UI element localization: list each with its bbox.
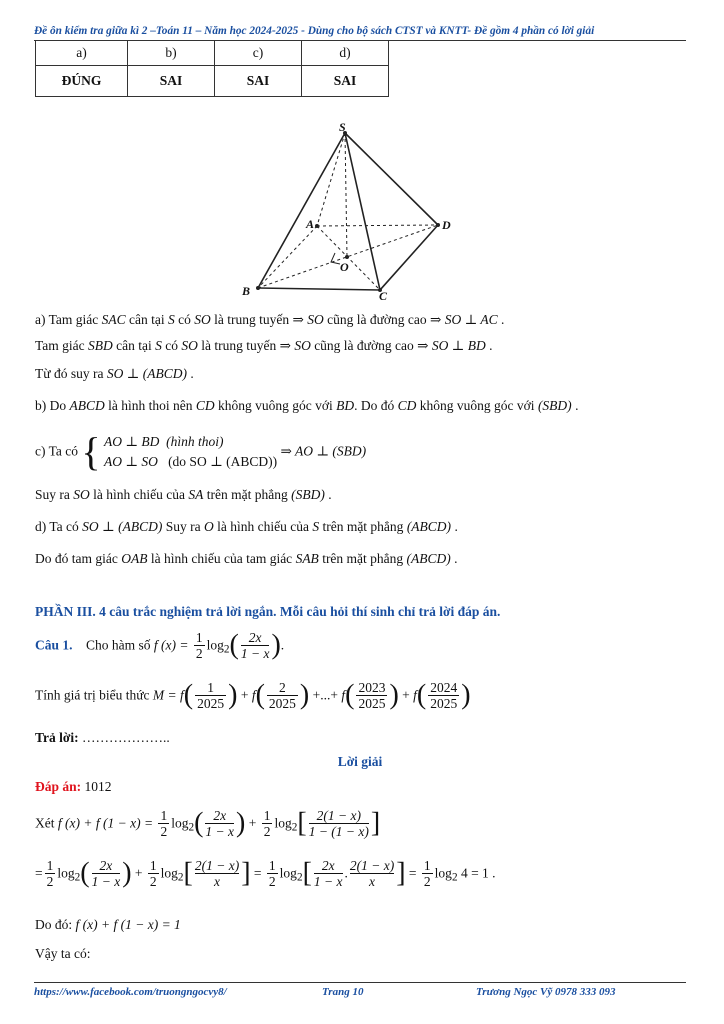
part-a-line-3: Từ đó suy ra SO ⊥ (ABCD) .: [35, 366, 194, 381]
part-b-line: b) Do ABCD là hình thoi nên CD không vuông góc với BD. Do đó CD không vuông góc với (SBD) .: [35, 398, 579, 413]
label-A: A: [306, 217, 315, 231]
part-c-line-2: Suy ra SO là hình chiếu của SA trên mặt phẳng (SBD) .: [35, 487, 332, 502]
answer-table: [35, 40, 389, 97]
table-value-cell: SAI: [302, 66, 389, 97]
table-header-cell: c): [215, 41, 302, 66]
table-header-cell: d): [302, 41, 389, 66]
key-answer: Đáp án: 1012: [35, 779, 112, 794]
label-B: B: [242, 284, 251, 298]
edge-SD: [345, 133, 438, 225]
edge-BC: [258, 288, 380, 290]
question-1: Câu 1. Cho hàm số f (x) = $\frac{1}{2}$ $\log_2$( $\frac{2x}{1 - x}$ ).: [35, 629, 285, 661]
height-SO: [345, 133, 347, 257]
solution-step-1: Xét f (x) + f (1 − x) = $\frac{1}{2}$ $\log_2$( $\frac{2x}{1 - x}$ ) + $\frac{1}{2}$ $\log_2$[ $\frac{2(1 - x)}{1 - (1 - x)}$ ]: [35, 807, 381, 839]
part-d-line-2: Do đó tam giác OAB là hình chiếu của tam giác SAB trên mặt phẳng (ABCD) .: [35, 551, 458, 566]
pyramid-figure: [230, 118, 470, 303]
label-D: D: [442, 218, 451, 232]
footer-author: Trương Ngọc Vỹ 0978 333 093: [476, 986, 616, 998]
edge-SA: [317, 133, 345, 226]
part-a-line-1: a) Tam giác SAC cân tại S có SO là trung tuyến ⇒ SO cũng là đường cao ⇒ SO ⊥ AC .: [35, 312, 505, 327]
table-header-cell: b): [128, 41, 215, 66]
label-C: C: [379, 289, 388, 303]
solution-title: Lời giải: [337, 754, 383, 769]
edge-SC: [345, 133, 380, 290]
footer-rule: [34, 982, 686, 983]
solution-step-2: = $\frac{1}{2}$ $\log_2$( $\frac{2x}{1 - x}$ ) + $\frac{1}{2}$ $\log_2$[ $\frac{2(1 - x)}{x}$ ] = $\frac{1}{2}$ $\log_2$[ $\frac{2x}{1 - x}$ . $\frac{2(1 - x)}{x}$ ] = $\frac{1}{2}$ $\log_2 4 = 1$ .: [35, 857, 496, 889]
part-3-heading: PHẦN III. 4 câu trắc nghiệm trả lời ngắn. Mỗi câu hỏi thí sinh chỉ trả lời đáp án.: [35, 604, 501, 619]
question-1-expression: Tính giá trị biểu thức M = f( $\frac{1}{2025}$ ) + f( $\frac{2}{2025}$ ) +...+ f( $\frac{2023}{2025}$ ) + f( $\frac{2024}{2025}$ ): [35, 679, 471, 711]
edge-AD: [317, 225, 438, 226]
edge-SB: [258, 133, 345, 288]
page-header: Đề ôn kiểm tra giữa kì 2 –Toán 11 – Năm học 2024-2025 - Dùng cho bộ sách CTST và KNTT- Đề gồm 4 phần có lời giải: [34, 25, 595, 37]
label-S: S: [339, 120, 346, 134]
answer-line: Trả lời: ………………..: [35, 730, 170, 745]
table-value-cell: SAI: [215, 66, 302, 97]
table-header-cell: a): [36, 41, 128, 66]
right-angle-mark: [331, 253, 340, 264]
table-value-cell: SAI: [128, 66, 215, 97]
part-c-system: c) Ta có { AO ⊥ BD (hình thoi) AO ⊥ SO (do SO ⊥ (ABCD)) ⇒ AO ⊥ (SBD): [35, 429, 367, 474]
solution-step-3: Do đó: f (x) + f (1 − x) = 1: [35, 917, 181, 932]
part-d-line-1: d) Ta có SO ⊥ (ABCD) Suy ra O là hình chiếu của S trên mặt phẳng (ABCD) .: [35, 519, 458, 534]
edge-CD: [380, 225, 438, 290]
footer-link[interactable]: https://www.facebook.com/truongngocvy8/: [34, 986, 227, 998]
header-rule: [34, 40, 686, 41]
table-value-cell: ĐÚNG: [36, 66, 128, 97]
label-O: O: [340, 260, 349, 274]
solution-step-4: Vậy ta có:: [35, 946, 91, 961]
part-a-line-2: Tam giác SBD cân tại S có SO là trung tuyến ⇒ SO cũng là đường cao ⇒ SO ⊥ BD .: [35, 338, 493, 353]
footer-page-number: Trang 10: [322, 986, 364, 998]
